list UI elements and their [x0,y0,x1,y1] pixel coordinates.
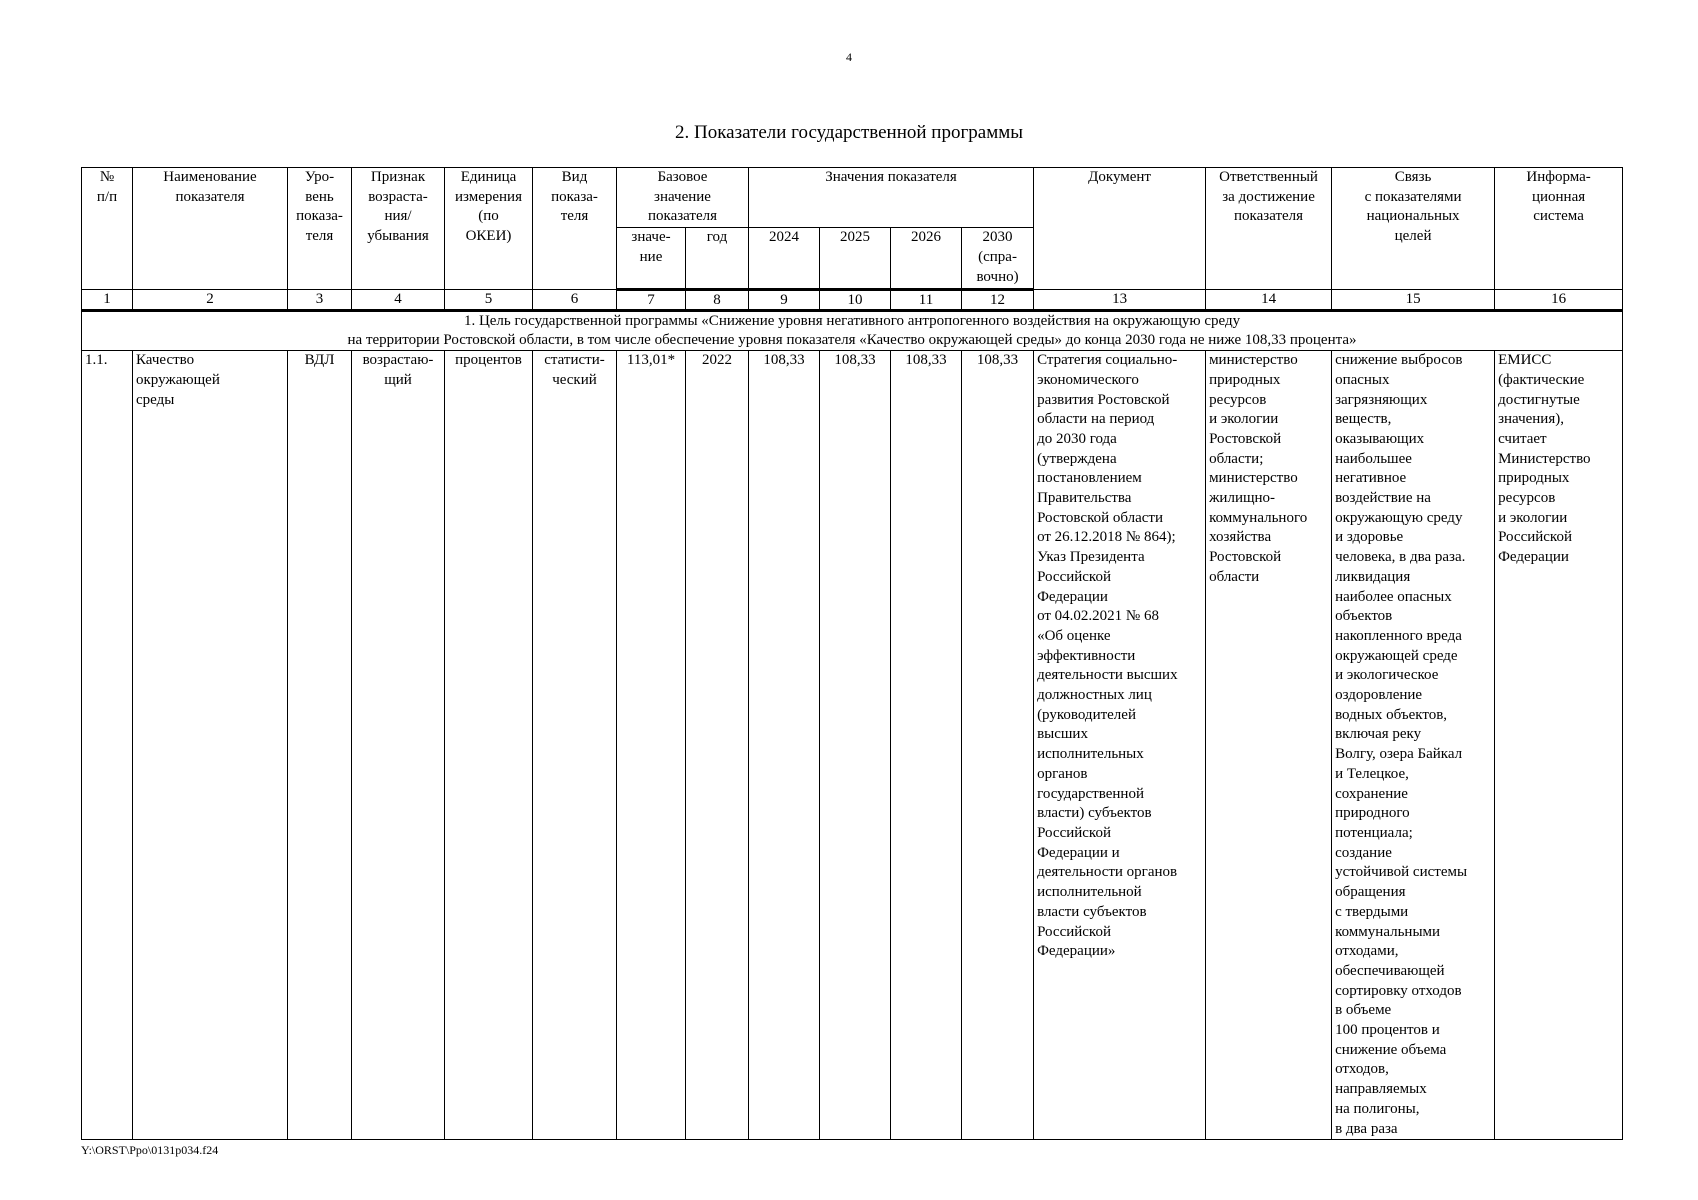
header-kind: Вид показа- теля [533,168,617,290]
header-base-value: значе- ние [617,228,686,290]
header-year-2026: 2026 [891,228,962,290]
file-path-footer: Y:\ORST\Ppo\0131p034.f24 [81,1143,219,1157]
header-responsible: Ответственный за достижение показателя [1206,168,1332,290]
column-number: 15 [1332,290,1495,311]
column-number: 14 [1206,290,1332,311]
column-number: 4 [352,290,445,311]
header-year-2024: 2024 [749,228,820,290]
header-link: Связь с показателями национальных целей [1332,168,1495,290]
header-row-1 [82,168,1623,228]
indicator-number: 1.1. [82,351,133,1140]
column-number: 3 [288,290,352,311]
indicator-value-2025: 108,33 [820,351,891,1140]
column-number: 12 [962,290,1034,311]
column-number: 11 [891,290,962,311]
indicator-responsible: министерство природных ресурсов и экологии Ростовской области; министерство жилищно- коммунального хозяйства Ростовской области [1206,351,1332,1140]
column-number: 2 [133,290,288,311]
indicator-level: ВДЛ [288,351,352,1140]
indicator-unit: процентов [445,351,533,1140]
indicator-value-2026: 108,33 [891,351,962,1140]
column-number: 9 [749,290,820,311]
column-number: 10 [820,290,891,311]
column-number: 5 [445,290,533,311]
header-year-2025: 2025 [820,228,891,290]
program-goal: 1. Цель государственной программы «Снижение уровня негативного антропогенного воздействия на окружающую среду на территории Ростовской области, в том числе обеспечение уровня показателя «Качество окружающей среды» до конца 2030 года не ниже 108,33 процента» [82,311,1623,351]
column-number: 16 [1495,290,1623,311]
header-document: Документ [1034,168,1206,290]
column-number: 8 [686,290,749,311]
indicator-kind: статисти- ческий [533,351,617,1140]
indicator-value-2030: 108,33 [962,351,1034,1140]
indicator-link: снижение выбросов опасных загрязняющих веществ, оказывающих наибольшее негативное воздействие на окружающую среду и здоровье человека, в два раза. ликвидация наиболее опасных объектов накопленного вреда окружающей среде и экологическое оздоровление водных объектов, включая реку Волгу, озера Байкал и Телецкое, сохранение природного потенциала; создание устойчивой системы обращения с твердыми коммунальными отходами, обеспечивающей сортировку отходов в объеме 100 процентов и снижение объема отходов, направляемых на полигоны, в два раза [1332,351,1495,1140]
page-number: 4 [846,50,852,64]
header-year-2030: 2030 (спра- вочно) [962,228,1034,290]
header-base-year: год [686,228,749,290]
header-trend: Признак возраста- ния/ убывания [352,168,445,290]
header-system: Информа- ционная система [1495,168,1623,290]
indicator-base-year: 2022 [686,351,749,1140]
indicator-document: Стратегия социально- экономического развития Ростовской области на период до 2030 года (утверждена постановлением Правительства Ростовской области от 26.12.2018 № 864); Указ Президента Российской Федерации от 04.02.2021 № 68 «Об оценке эффективности деятельности высших должностных лиц (руководителей высших исполнительных органов государственной власти) субъектов Российской Федерации и деятельности органов исполнительной власти субъектов Российской Федерации» [1034,351,1206,1140]
header-name: Наименование показателя [133,168,288,290]
indicator-base-value: 113,01* [617,351,686,1140]
indicator-trend: возрастаю- щий [352,351,445,1140]
indicator-system: ЕМИСС (фактические достигнутые значения), считает Министерство природных ресурсов и экологии Российской Федерации [1495,351,1623,1140]
column-number: 13 [1034,290,1206,311]
indicator-name: Качество окружающей среды [133,351,288,1140]
section-title: 2. Показатели государственной программы [674,122,1024,143]
header-number: № п/п [82,168,133,290]
header-values: Значения показателя [749,168,1034,228]
header-unit: Единица измерения (по ОКЕИ) [445,168,533,290]
indicator-value-2024: 108,33 [749,351,820,1140]
indicators-table [81,167,1623,1140]
indicator-row [82,351,1623,1140]
column-number: 1 [82,290,133,311]
header-base: Базовое значение показателя [617,168,749,228]
column-number: 6 [533,290,617,311]
header-level: Уро- вень показа- теля [288,168,352,290]
column-numbers-row [82,290,1623,311]
column-number: 7 [617,290,686,311]
goal-row [82,311,1623,351]
